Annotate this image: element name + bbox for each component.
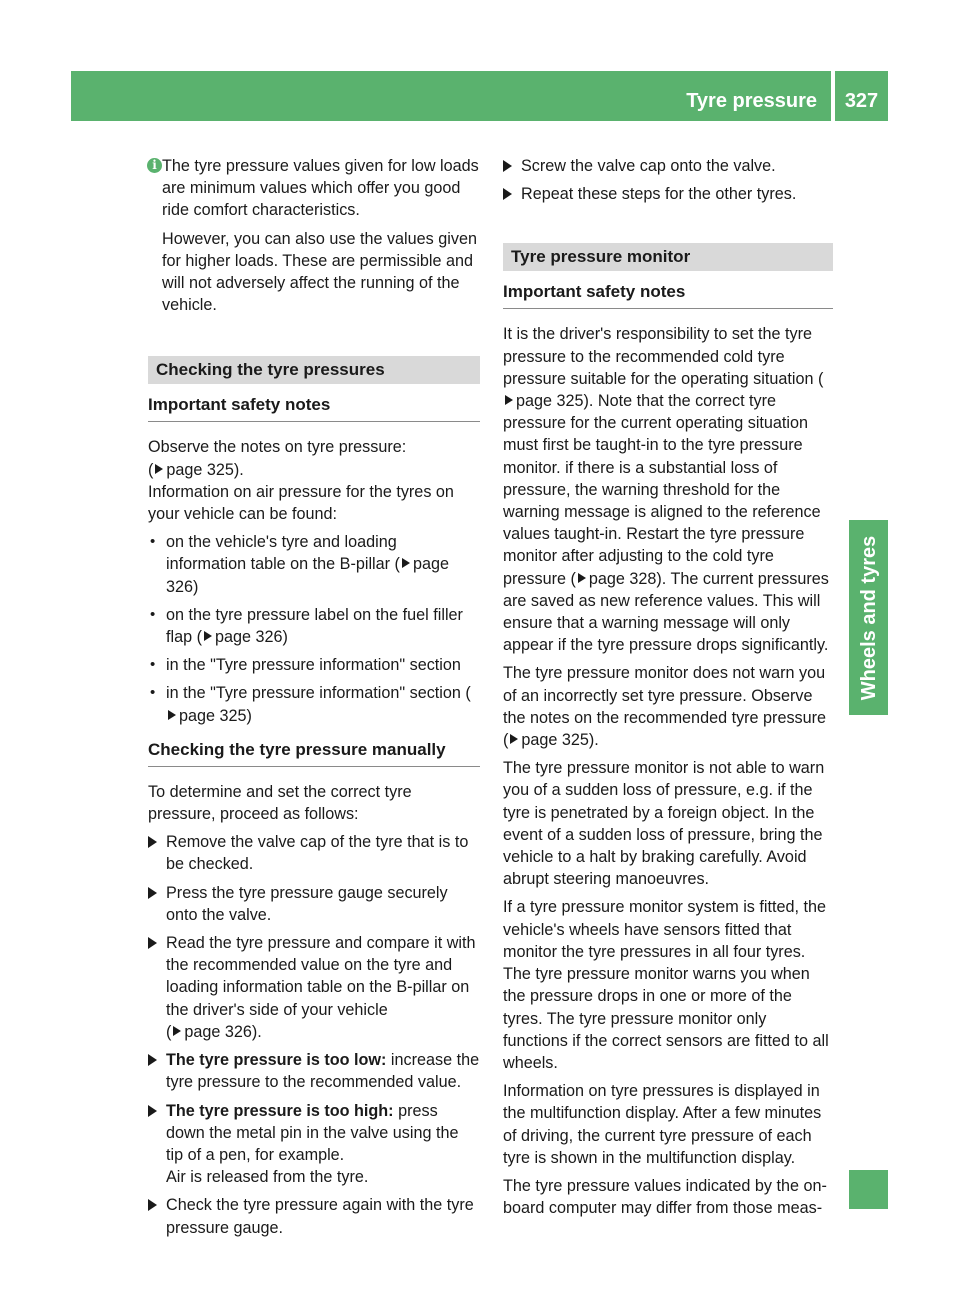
- list-item-text: in the "Tyre pressure information" section: [166, 656, 461, 675]
- step-item: [148, 831, 480, 875]
- step-item: Read the tyre pressure and compare it with the recommended value on the tyre and loading information table on the B-pillar on the driver's side of your vehicle ( page 326).: [148, 932, 480, 1043]
- arrow-right-icon: [148, 1199, 157, 1211]
- reference-triangle-icon: [510, 734, 518, 744]
- step-text: Repeat these steps for the other tyres.: [521, 185, 797, 204]
- page-header-title: Tyre pressure: [686, 90, 817, 112]
- info-icon: i: [147, 158, 162, 173]
- step-text: Press the tyre pressure gauge securely onto the valve.: [166, 883, 448, 924]
- page-reference[interactable]: page 326): [166, 555, 449, 596]
- step-condition: The tyre pressure is too low:: [166, 1051, 387, 1070]
- info-note-text-2: However, you can also use the values given for higher loads. These are permissible and will not adversely affect the running of the vehicle.: [162, 229, 477, 315]
- step-text: Screw the valve cap onto the valve.: [521, 157, 776, 175]
- step-text: press down the metal pin in the valve using the tip of a pen, for example.: [166, 1101, 459, 1164]
- reference-triangle-icon: [578, 573, 586, 583]
- reference-triangle-icon: [204, 631, 212, 641]
- list-item: [148, 654, 480, 676]
- step-result: Air is released from the tyre.: [166, 1168, 369, 1187]
- step-item: [148, 882, 480, 926]
- arrow-right-icon: [148, 887, 157, 899]
- step-text: Read the tyre pressure and compare it with the recommended value on the tyre and loading information table on the B-pillar on the driver's side of your vehicle: [166, 934, 476, 1019]
- step-text: increase the tyre pressure to the recommended value.: [166, 1051, 480, 1092]
- paragraph-text: Observe the notes on tyre pressure:: [148, 438, 407, 457]
- list-item-text: in the "Tyre pressure information" section (: [166, 684, 471, 703]
- list-item: [148, 531, 480, 598]
- list-item-text: on the tyre pressure label on the fuel filler flap (: [166, 605, 463, 647]
- step-text: Remove the valve cap of the tyre that is to be checked.: [166, 833, 469, 874]
- step-text: Check the tyre pressure again with the tyre pressure gauge.: [166, 1196, 474, 1237]
- bullet-icon: •: [150, 656, 156, 674]
- page-reference[interactable]: page 326).: [184, 1022, 262, 1041]
- subsection-heading: Important safety notes: [148, 394, 480, 422]
- page-reference[interactable]: page 325).: [166, 460, 244, 479]
- page-reference[interactable]: page 326): [215, 628, 288, 647]
- step-item: [148, 1100, 480, 1189]
- chapter-tab-label: Wheels and tyres: [857, 535, 880, 700]
- paragraph: Information on air pressure for the tyres on your vehicle can be found:: [148, 482, 454, 524]
- info-note: [148, 155, 480, 316]
- step-item: [503, 183, 833, 205]
- page-reference: page 328). The current pressures are saved as new reference values. This will ensure that a warning message will only appear if the tyre pressure drops significantly.: [503, 569, 829, 655]
- bullet-icon: •: [150, 533, 156, 551]
- paragraph-text: It is the driver's responsibility to set the tyre pressure to the recommended cold tyre pressure suitable for the operating situation: [503, 325, 814, 388]
- paragraph: Information on tyre pressures is displayed in the multifunction display. After a few minutes of driving, the current tyre pressure of each tyre is shown in the multifunction display.: [503, 1082, 822, 1167]
- arrow-right-icon: [148, 836, 157, 848]
- step-item: [503, 155, 833, 177]
- right-column: [503, 151, 833, 1219]
- step-item: [148, 1049, 480, 1093]
- section-heading: Tyre pressure monitor: [503, 243, 833, 271]
- step-item: [148, 1194, 480, 1238]
- paragraph: Observe the notes on tyre pressure: ( page 325).: [148, 438, 407, 479]
- reference-triangle-icon: [168, 710, 176, 720]
- page-reference[interactable]: page 325): [179, 706, 252, 725]
- reference-triangle-icon: [155, 464, 163, 474]
- paragraph: The tyre pressure monitor is not able to warn you of a sudden loss of pressure, e.g. if the tyre is penetrated by a foreign object. In the event of a sudden loss of pressure, bring the vehicle to a halt by braking carefully. Avoid abrupt steering manoeuvres.: [503, 759, 825, 889]
- section-heading: Checking the tyre pressures: [148, 356, 480, 384]
- arrow-right-icon: [148, 937, 157, 949]
- paragraph: To determine and set the correct tyre pressure, proceed as follows:: [148, 782, 412, 824]
- list-item: [148, 604, 480, 648]
- bullet-icon: •: [150, 605, 156, 623]
- bullet-icon: •: [150, 684, 156, 702]
- list-item-text: on the vehicle's tyre and loading information table on the B-pillar (: [166, 533, 400, 574]
- chapter-tab: [849, 520, 888, 715]
- arrow-right-icon: [503, 188, 512, 200]
- page-reference[interactable]: page 325).: [521, 731, 599, 750]
- arrow-right-icon: [503, 160, 512, 172]
- page-number: 327: [844, 90, 879, 112]
- reference-triangle-icon: [173, 1026, 181, 1036]
- left-column: [148, 151, 480, 1239]
- subsection-heading: Important safety notes: [503, 281, 833, 309]
- subsection-heading: Checking the tyre pressure manually: [148, 739, 480, 767]
- paragraph-text: The tyre pressure monitor does not warn you of an incorrectly set tyre pressure. Observe the notes on the recommended tyre pressure: [503, 664, 827, 727]
- paragraph: The tyre pressure monitor does not warn you of an incorrectly set tyre pressure. Observe the notes on the recommended tyre pressure ( page 325).: [503, 664, 827, 750]
- paragraph: If a tyre pressure monitor system is fitted, the vehicle's wheels have sensors fitted that monitor the tyre pressures in all four tyres. The tyre pressure monitor warns you when the pressure drops in one or more of the tyres. The tyre pressure monitor only functions if the correct sensors are fitted to all wheels.: [503, 898, 829, 1072]
- paragraph: It is the driver's responsibility to set the tyre pressure to the recommended cold tyre pressure suitable for the operating situation (page 325). Note that the correct tyre pressure for the current operating situation must first be taught-in to the tyre pressure monitor. if there is a substantial loss of pressure, the warning threshold for the warning message is aligned to the reference values taught-in. Restart the tyre pressure monitor after adjusting to the cold tyre pressure ( page 328). The current pressures are saved as new reference values. This will ensure that a warning message will only appear if the tyre pressure drops significantly.: [503, 325, 829, 655]
- arrow-right-icon: [148, 1054, 157, 1066]
- arrow-right-icon: [148, 1105, 157, 1117]
- list-item: [148, 682, 480, 726]
- page-reference: page 325). Note that the correct tyre pressure for the current operating situation must first be taught-in to the tyre pressure monitor. if there is a substantial loss of pressure, the warning threshold for the warning message is aligned to the reference values taught-in. Restart the tyre pressure monitor after adjusting to the cold tyre pressure: [503, 392, 821, 588]
- chapter-marker: [849, 1170, 888, 1209]
- info-note-text: The tyre pressure values given for low loads are minimum values which offer you good ride comfort characteristics.: [162, 157, 479, 220]
- paragraph: The tyre pressure values indicated by the on-board computer may differ from those meas-: [503, 1176, 827, 1218]
- reference-triangle-icon: [402, 558, 410, 568]
- reference-triangle-icon: [505, 395, 513, 405]
- step-condition: The tyre pressure is too high:: [166, 1101, 394, 1120]
